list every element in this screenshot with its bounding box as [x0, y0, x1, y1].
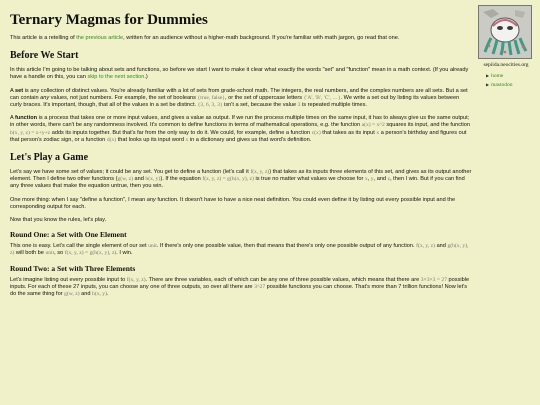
- math-expression: unit: [45, 250, 55, 257]
- subsection-heading-round-two: Round Two: a Set with Three Elements: [10, 263, 136, 273]
- math-expression: y: [370, 176, 374, 183]
- math-expression: unit: [148, 243, 157, 250]
- math-expression: 3×3×3 = 27: [420, 276, 447, 283]
- math-expression: h(x, y): [92, 291, 107, 298]
- math-expression: d(x): [106, 136, 117, 143]
- math-expression: c(x): [311, 129, 321, 136]
- math-expression: 3: [297, 102, 301, 109]
- section-heading-before-we-start: Before We Start: [10, 50, 79, 62]
- paragraph: One more thing: when I say "define a function", I mean any function. It doesn't have to have a nice neat definition. You could even define it by listing out every possible input and the corresponding output for each.: [10, 196, 456, 210]
- math-expression: z: [387, 176, 391, 183]
- sidebar-item-home[interactable]: [486, 72, 534, 80]
- article: [10, 6, 472, 304]
- math-expression: f(x, y, z) = g(h(x, y), z): [64, 250, 117, 257]
- section-heading-lets-play: Let's Play a Game: [10, 152, 89, 164]
- paragraph: Let's imagine listing out every possible input to f(x, y, z). There are three variables, each of which can be any one of three possible values, which means that there are 3×3×3 = 27 possible inputs. For each of these 27 inputs, you can choose any one of three outputs, so over all there are 3^27 possible functions you can choose. That's more than 7 trillion functions! Now let's do the same thing for g(w, z) and h(x, y).: [10, 276, 470, 298]
- math-expression: f(x, y, z) = g(h(x, y), z): [202, 176, 254, 183]
- math-expression: g(w, z): [117, 176, 133, 183]
- paragraph-function-definition: A function is a process that takes one or more input values, and gives a value as output. If we run the process multiple times on the same input, it has to always give us the same output; in other words, there can't be any randomness involved. It's common to define functions in terms of mathematical operations, e.g. the function a(x) = x^2 squares its input, and the function b(x, y, z) = x+y+z adds its inputs together. But that's far from the only way to do it. We could, for example, define a function c(x) that takes as its input x a person's birthday and figures out that person's zodiac sign, or a function d(x) that looks up its input word x in a dictionary and gives us that word's definition.: [10, 115, 471, 143]
- site-name: sepiida.neocities.org: [483, 62, 529, 68]
- paragraph: This one is easy. Let's call the single element of our set unit. If there's only one possible value, then that means that there's only one possible output of any function. f(x, y, z) and g(h(x, y), z) will both be unit, so f(x, y, z) = g(h(x, y), z). I win.: [10, 243, 469, 257]
- page-title: Ternary Magmas for Dummies: [10, 12, 208, 28]
- math-expression: {'A', 'B', 'C', …}: [303, 94, 341, 101]
- math-expression: f(x, y, z): [416, 243, 436, 250]
- skip-next-section-link[interactable]: skip to the next section: [87, 74, 145, 81]
- paragraph: In this article I'm going to be talking about sets and functions, so before we start I want to make it clear what exactly the words "set" and "function" mean in a math context. (If you already have a handle on this, you can skip to the next section.): [10, 67, 469, 81]
- paragraph: Now that you know the rules, let's play.: [10, 217, 107, 224]
- math-expression: f(x, y, z): [126, 276, 146, 283]
- cuttlefish-avatar-icon[interactable]: [478, 5, 532, 59]
- mastodon-link[interactable]: mastodon: [491, 82, 513, 88]
- math-expression: x: [364, 176, 368, 183]
- math-expression: x: [185, 136, 189, 143]
- math-expression: b(x, y, z) = x+y+z: [10, 129, 51, 136]
- home-link[interactable]: home: [491, 73, 504, 79]
- math-expression: f(x, y, z): [250, 169, 270, 176]
- math-expression: {true, false}: [197, 94, 225, 101]
- math-expression: {3, 6, 3, 3}: [197, 102, 223, 109]
- previous-article-link[interactable]: the previous article: [76, 35, 124, 41]
- triangle-right-icon: ▶: [486, 82, 490, 87]
- math-expression: x: [376, 129, 380, 136]
- sidebar: [478, 5, 534, 90]
- subsection-heading-round-one: Round One: a Set with One Element: [10, 230, 127, 240]
- sidebar-nav: [478, 72, 534, 89]
- math-expression: a(x) = x^2: [361, 122, 385, 129]
- sidebar-item-mastodon[interactable]: [486, 81, 534, 89]
- math-expression: h(x, y): [145, 176, 161, 183]
- paragraph-game-rules: Let's say we have some set of values; it could be any set. You get to define a function (let's call it f(x, y, z)) that takes as its inputs three elements of this set, and gives as its output another element. Then I define two other functions (g(w, z) and h(x, y)). If the equation f(x, y, z) = g(h(x, y), z) is true no matter what values we choose for x, y, and z, then I win. But if you can find any three values that make the equation untrue, then you win.: [10, 169, 472, 190]
- math-expression: g(w, z): [64, 291, 80, 298]
- triangle-right-icon: ▶: [486, 73, 490, 78]
- paragraph-set-definition: A set is any collection of distinct values. You're already familiar with a lot of sets from grade-school math. The integers, the real numbers, and the complex numbers are all sets. But a set can contain any values, not just numbers. For example, the set of booleans {true, false}, or the set of uppercase letters {'A', 'B', 'C', …}. We write a set out by listing its values between curly braces. It's important, though, that all of the values in a set be distinct. {3, 6, 3, 3} isn't a set, because the value 3 is repeated multiple times.: [10, 87, 468, 109]
- intro-paragraph: This article is a retelling of the previous article, written for an audience without a higher-math background. If you're familiar with math jargon, go read that one.: [10, 35, 400, 41]
- math-expression: g(h(x, y), z): [10, 243, 469, 257]
- math-expression: 3^27: [254, 283, 266, 290]
